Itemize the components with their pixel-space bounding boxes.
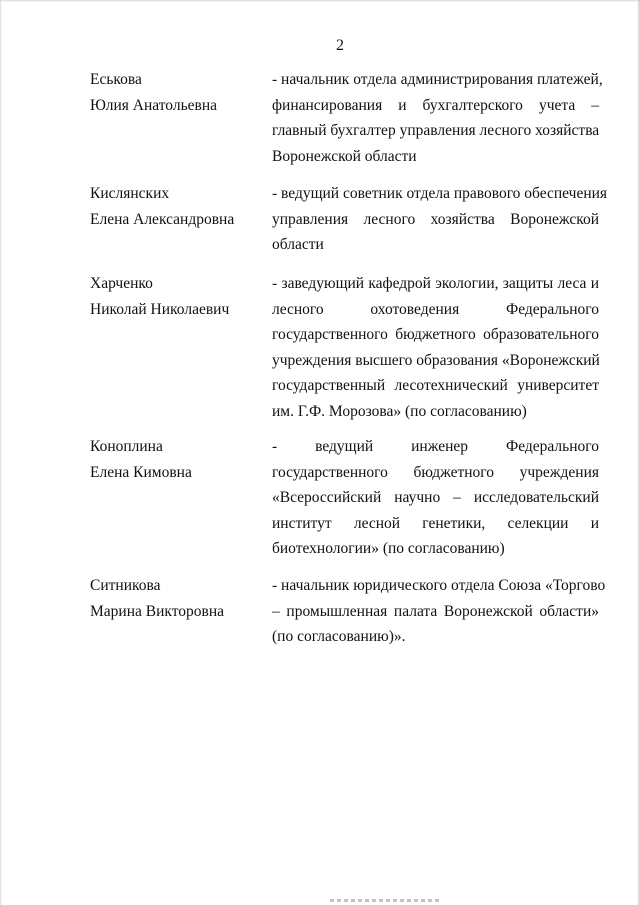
- position-line: - начальник отдела администрирования платежей,: [272, 71, 603, 88]
- member-position: [272, 573, 606, 650]
- position-line: биотехнологии» (по согласованию): [272, 540, 505, 557]
- member-surname: Кислянских: [90, 185, 170, 202]
- member-surname: Еськова: [90, 71, 142, 88]
- member-position: [272, 67, 603, 169]
- position-line: лесного охотоведения Федерального: [272, 300, 599, 318]
- member-given-names: Марина Викторовна: [90, 602, 225, 620]
- member-name: [90, 181, 265, 232]
- member-name: [90, 67, 265, 118]
- position-line: Воронежской области: [272, 147, 417, 165]
- member-position: [272, 271, 599, 424]
- position-line: институт лесной генетики, селекции и: [272, 514, 599, 532]
- member-position: [272, 434, 599, 562]
- position-line: области: [272, 236, 324, 253]
- member-position: [272, 181, 608, 258]
- member-given-names: Елена Александровна: [90, 210, 235, 228]
- scan-bottom-mark: [330, 899, 440, 902]
- position-line: - начальник юридического отдела Союза «Торгово: [272, 577, 606, 594]
- position-line: главный бухгалтер управления лесного хозяйства: [272, 122, 600, 139]
- member-given-names: Юлия Анатольевна: [90, 96, 218, 114]
- position-line: «Всероссийский научно – исследовательский: [272, 489, 599, 506]
- position-line: - ведущий советник отдела правового обеспечения: [272, 185, 608, 202]
- member-name: [90, 271, 265, 322]
- position-line: - заведующий кафедрой экологии, защиты леса и: [272, 275, 599, 292]
- member-surname: Ситникова: [90, 577, 161, 594]
- member-name: [90, 573, 265, 624]
- page-number: 2: [336, 37, 344, 54]
- position-line: государственный лесотехнический университет: [272, 377, 599, 394]
- member-surname: Коноплина: [90, 438, 163, 455]
- position-line: управления лесного хозяйства Воронежской: [272, 210, 599, 228]
- position-line: (по согласованию)».: [272, 628, 406, 645]
- position-line: государственного бюджетного образовательного: [272, 326, 599, 343]
- scan-edge-top: [0, 0, 640, 2]
- member-given-names: Николай Николаевич: [90, 300, 230, 318]
- scan-edge-left: [0, 0, 2, 905]
- position-line: финансирования и бухгалтерского учета –: [272, 96, 599, 114]
- position-line: государственного бюджетного учреждения: [272, 463, 599, 481]
- member-given-names: Елена Кимовна: [90, 463, 192, 481]
- position-line: – промышленная палата Воронежской области»: [272, 602, 599, 620]
- member-name: [90, 434, 265, 485]
- position-line: им. Г.Ф. Морозова» (по согласованию): [272, 402, 527, 420]
- position-line: учреждения высшего образования «Воронежский: [272, 351, 600, 369]
- member-surname: Харченко: [90, 275, 153, 292]
- position-line: - ведущий инженер Федерального: [272, 438, 599, 455]
